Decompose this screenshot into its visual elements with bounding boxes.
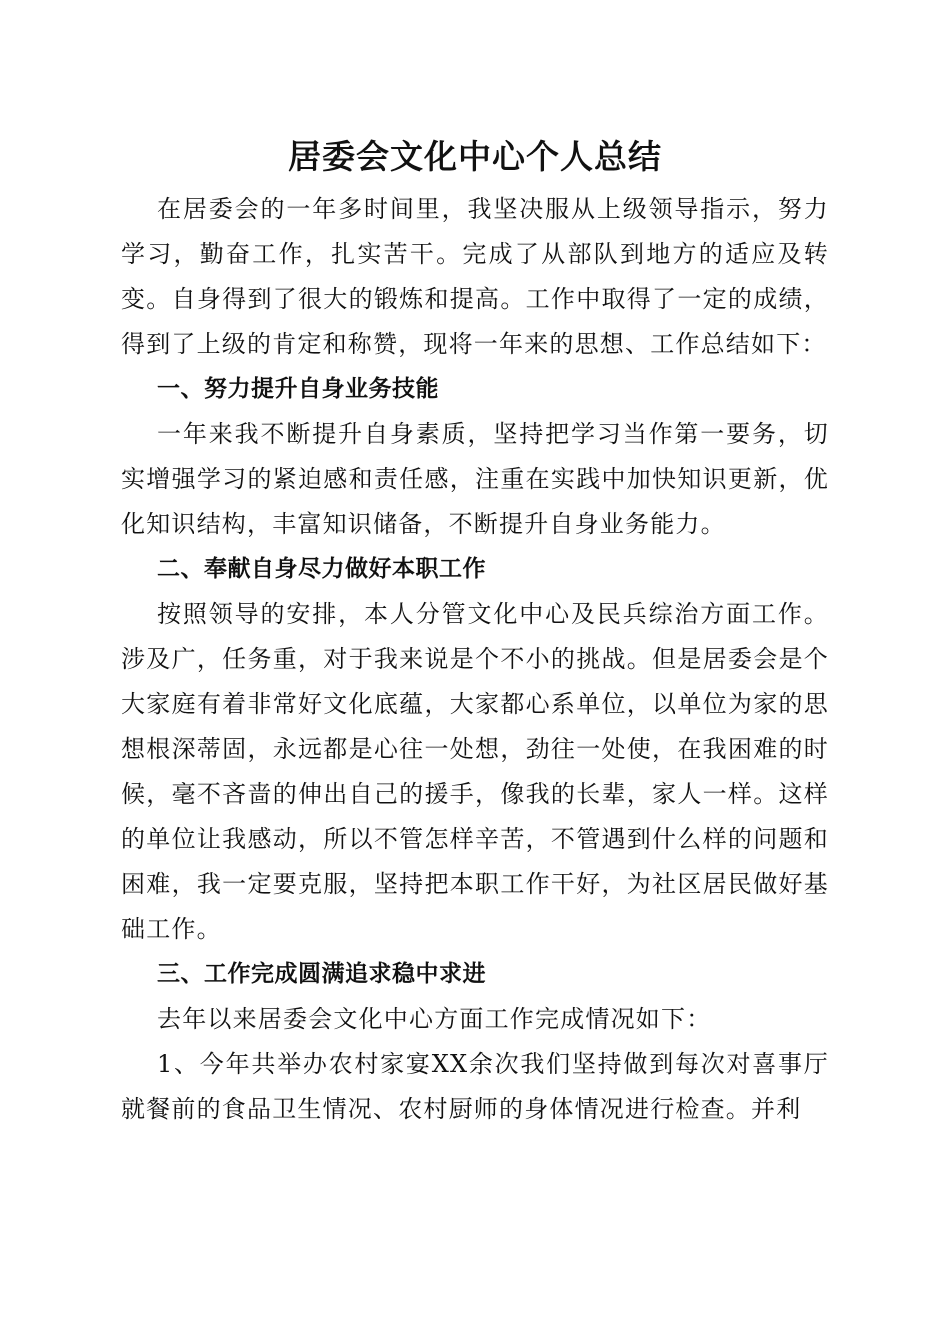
section-3-paragraph-1: 去年以来居委会文化中心方面工作完成情况如下： — [157, 1005, 712, 1033]
section-1-heading: 一、努力提升自身业务技能 — [157, 376, 439, 402]
document-body — [121, 187, 829, 1132]
document-title: 居委会文化中心个人总结 — [288, 137, 662, 176]
section-2-heading: 二、奉献自身尽力做好本职工作 — [157, 556, 486, 582]
section-1-paragraph: 一年来我不断提升自身素质，坚持把学习当作第一要务，切实增强学习的紧迫感和责任感，注重在实践中加快知识更新，优化知识结构，丰富知识储备，不断提升自身业务能力。 — [121, 420, 829, 538]
section-2-paragraph: 按照领导的安排，本人分管文化中心及民兵综治方面工作。涉及广，任务重，对于我来说是个不小的挑战。但是居委会是个大家庭有着非常好文化底蕴，大家都心系单位，以单位为家的思想根深蒂固，永远都是心往一处想，劲往一处使，在我困难的时候，毫不吝啬的伸出自己的援手，像我的长辈，家人一样。这样的单位让我感动，所以不管怎样辛苦，不管遇到什么样的问题和困难，我一定要克服，坚持把本职工作干好，为社区居民做好基础工作。 — [121, 600, 829, 943]
intro-paragraph: 在居委会的一年多时间里，我坚决服从上级领导指示，努力学习，勤奋工作，扎实苦干。完成了从部队到地方的适应及转变。自身得到了很大的锻炼和提高。工作中取得了一定的成绩，得到了上级的肯定和称赞，现将一年来的思想、工作总结如下： — [121, 195, 829, 358]
section-3-paragraph-2: 1、今年共举办农村家宴XX余次我们坚持做到每次对喜事厅就餐前的食品卫生情况、农村厨师的身体情况进行检查。并利 — [121, 1050, 829, 1123]
section-3-heading: 三、工作完成圆满追求稳中求进 — [157, 961, 486, 987]
